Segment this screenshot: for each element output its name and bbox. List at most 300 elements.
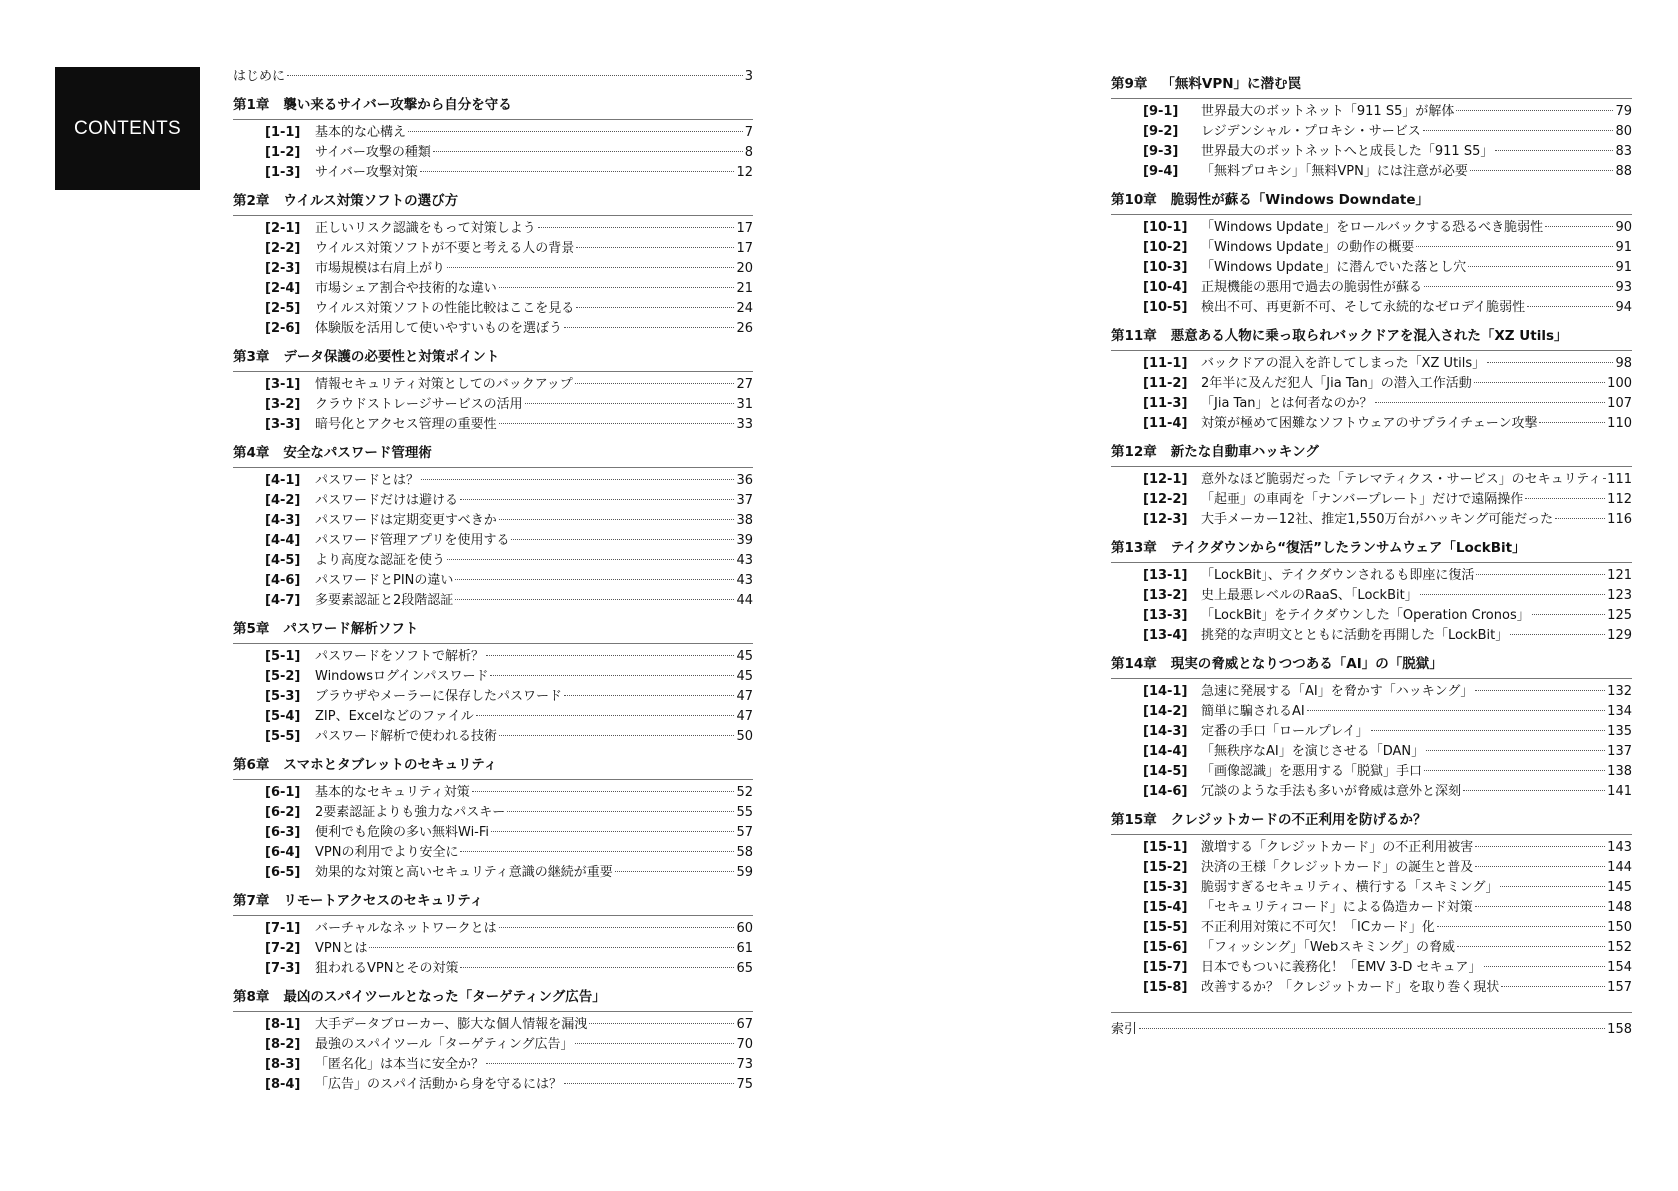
section-number: [3-2] xyxy=(265,397,301,412)
section-page: 90 xyxy=(1615,220,1632,235)
section-title: 簡単に騙されるAI xyxy=(1201,704,1305,719)
section-page: 36 xyxy=(736,473,753,488)
section-title: 「LockBit」、テイクダウンされるも即座に復活 xyxy=(1201,568,1475,583)
chapter-title[interactable] xyxy=(1111,808,1632,835)
section-entry[interactable] xyxy=(1143,702,1632,722)
section-title: 「画像認識」を悪用する「脱獄」手口 xyxy=(1201,764,1423,779)
leader-dots xyxy=(369,947,734,948)
section-entry[interactable] xyxy=(265,551,753,571)
section-title: パスワード解析で使われる技術 xyxy=(315,729,498,744)
chapter-number: 第9章 xyxy=(1111,76,1148,92)
leader-dots xyxy=(1474,382,1605,383)
chapter-title[interactable] xyxy=(233,441,753,468)
section-title: 体験版を活用して使いやすいものを選ぼう xyxy=(315,321,563,336)
chapter-title[interactable] xyxy=(1111,188,1632,215)
leader-dots xyxy=(507,811,734,812)
section-number: [4-1] xyxy=(265,473,301,488)
section-number: [1-1] xyxy=(265,125,301,140)
section-number: [14-1] xyxy=(1143,684,1188,699)
leader-dots xyxy=(499,927,735,928)
intro-entry[interactable] xyxy=(233,66,753,87)
section-page: 43 xyxy=(736,553,753,568)
section-list xyxy=(1111,354,1632,434)
leader-dots xyxy=(538,227,735,228)
leader-dots xyxy=(1307,710,1605,711)
section-entry[interactable] xyxy=(1143,142,1632,162)
section-title: Windowsログインパスワード xyxy=(315,669,489,684)
section-title: 激増する「クレジットカード」の不正利用被害 xyxy=(1201,840,1474,855)
section-entry[interactable] xyxy=(1143,958,1632,978)
chapter-number: 第2章 xyxy=(233,193,270,209)
section-page: 91 xyxy=(1615,260,1632,275)
section-entry[interactable] xyxy=(1143,858,1632,878)
section-entry[interactable] xyxy=(265,163,753,183)
section-number: [10-3] xyxy=(1143,260,1188,275)
section-number: [9-4] xyxy=(1143,164,1179,179)
section-entry[interactable] xyxy=(265,727,753,747)
section-page: 150 xyxy=(1607,920,1632,935)
leader-dots xyxy=(1423,130,1614,131)
section-page: 123 xyxy=(1607,588,1632,603)
section-number: [12-2] xyxy=(1143,492,1188,507)
section-title: 正しいリスク認識をもって対策しよう xyxy=(315,221,536,236)
section-page: 24 xyxy=(736,301,753,316)
section-entry[interactable] xyxy=(265,491,753,511)
section-number: [1-2] xyxy=(265,145,301,160)
section-number: [13-3] xyxy=(1143,608,1188,623)
section-title: 脆弱すぎるセキュリティ、横行する「スキミング」 xyxy=(1201,880,1499,895)
section-title: 不正利用対策に不可欠！「ICカード」化 xyxy=(1201,920,1435,935)
section-entry[interactable] xyxy=(1143,586,1632,606)
section-number: [14-4] xyxy=(1143,744,1188,759)
section-title: 検出不可、再更新不可、そして永続的なゼロデイ脆弱性 xyxy=(1201,300,1526,315)
section-title: 決済の王様「クレジットカード」の誕生と普及 xyxy=(1201,860,1474,875)
section-entry[interactable] xyxy=(1143,162,1632,182)
section-entry[interactable] xyxy=(265,843,753,863)
section-title: VPNとは xyxy=(315,941,368,956)
section-entry[interactable] xyxy=(265,531,753,551)
chapter-title[interactable] xyxy=(233,889,753,916)
section-entry[interactable] xyxy=(1143,490,1632,510)
section-number: [6-2] xyxy=(265,805,301,820)
chapter-number: 第14章 xyxy=(1111,656,1157,672)
section-page: 39 xyxy=(736,533,753,548)
section-title: パスワード管理アプリを使用する xyxy=(315,533,510,548)
section-page: 20 xyxy=(736,261,753,276)
section-number: [8-4] xyxy=(265,1077,301,1092)
leader-dots xyxy=(1545,226,1613,227)
section-entry[interactable] xyxy=(1143,374,1632,394)
section-number: [5-2] xyxy=(265,669,301,684)
section-number: [14-6] xyxy=(1143,784,1188,799)
section-list xyxy=(233,647,753,747)
chapter-title-text: スマホとタブレットのセキュリティ xyxy=(283,757,498,773)
leader-dots xyxy=(499,519,735,520)
chapter-number: 第3章 xyxy=(233,349,270,365)
section-list xyxy=(233,919,753,979)
section-entry[interactable] xyxy=(1143,606,1632,626)
section-page: 88 xyxy=(1615,164,1632,179)
section-entry[interactable] xyxy=(1143,470,1632,490)
leader-dots xyxy=(499,423,735,424)
section-entry[interactable] xyxy=(265,1055,753,1075)
section-title: バーチャルなネットワークとは xyxy=(315,921,497,936)
index-page: 158 xyxy=(1607,1022,1632,1037)
section-entry[interactable] xyxy=(1143,278,1632,298)
leader-dots xyxy=(1525,498,1605,499)
section-entry[interactable] xyxy=(1143,510,1632,530)
section-page: 137 xyxy=(1607,744,1632,759)
section-page: 144 xyxy=(1607,860,1632,875)
chapter-number: 第8章 xyxy=(233,989,270,1005)
section-entry[interactable] xyxy=(265,707,753,727)
section-title: パスワードとPINの違い xyxy=(315,573,454,588)
section-entry[interactable] xyxy=(265,803,753,823)
section-number: [2-4] xyxy=(265,281,301,296)
section-number: [6-1] xyxy=(265,785,301,800)
section-entry[interactable] xyxy=(1143,742,1632,762)
leader-dots xyxy=(472,791,735,792)
section-page: 145 xyxy=(1607,880,1632,895)
section-title: サイバー攻撃の種類 xyxy=(315,145,431,160)
section-list xyxy=(233,471,753,611)
section-page: 17 xyxy=(736,241,753,256)
section-entry[interactable] xyxy=(1143,898,1632,918)
leader-dots xyxy=(408,131,743,132)
section-entry[interactable] xyxy=(265,591,753,611)
section-entry[interactable] xyxy=(265,471,753,491)
leader-dots xyxy=(1495,150,1613,151)
section-entry[interactable] xyxy=(265,511,753,531)
section-number: [4-7] xyxy=(265,593,301,608)
chapter-title-text: 現実の脅威となりつつある「AI」の「脱獄」 xyxy=(1170,656,1443,672)
section-title: VPNの利用でより安全に xyxy=(315,845,459,860)
leader-dots xyxy=(455,599,734,600)
leader-dots xyxy=(1475,846,1605,847)
section-entry[interactable] xyxy=(265,1015,753,1035)
leader-dots xyxy=(1463,790,1605,791)
section-entry[interactable] xyxy=(265,415,753,435)
section-page: 37 xyxy=(736,493,753,508)
section-number: [9-2] xyxy=(1143,124,1179,139)
section-title: 世界最大のボットネット「911 S5」が解体 xyxy=(1201,104,1455,119)
section-page: 111 xyxy=(1607,472,1632,487)
section-title: 「Windows Update」に潜んでいた落とし穴 xyxy=(1201,260,1467,275)
leader-dots xyxy=(575,383,735,384)
section-entry[interactable] xyxy=(1143,722,1632,742)
section-entry[interactable] xyxy=(1143,394,1632,414)
section-number: [8-1] xyxy=(265,1017,301,1032)
section-entry[interactable] xyxy=(1143,782,1632,802)
section-entry[interactable] xyxy=(1143,762,1632,782)
section-page: 59 xyxy=(736,865,753,880)
section-entry[interactable] xyxy=(265,783,753,803)
section-entry[interactable] xyxy=(265,687,753,707)
section-entry[interactable] xyxy=(1143,354,1632,374)
section-title: 「広告」のスパイ活動から身を守るには？ xyxy=(315,1077,563,1092)
leader-dots xyxy=(1510,634,1605,635)
section-title: 意外なほど脆弱だった「テレマティクス・サービス」のセキュリティ xyxy=(1201,472,1602,487)
chapter xyxy=(1111,808,1632,998)
leader-dots xyxy=(486,655,734,656)
chapter-title[interactable] xyxy=(233,345,753,372)
section-page: 100 xyxy=(1607,376,1632,391)
section-entry[interactable] xyxy=(265,939,753,959)
section-entry[interactable] xyxy=(1143,218,1632,238)
leader-dots xyxy=(1555,518,1605,519)
leader-dots xyxy=(1470,170,1614,171)
section-entry[interactable] xyxy=(265,667,753,687)
section-entry[interactable] xyxy=(1143,938,1632,958)
section-number: [15-8] xyxy=(1143,980,1188,995)
chapter-title-text: 新たな自動車ハッキング xyxy=(1170,444,1319,460)
chapter-title[interactable] xyxy=(1111,652,1632,679)
section-number: [10-5] xyxy=(1143,300,1188,315)
section-entry[interactable] xyxy=(265,319,753,339)
section-page: 45 xyxy=(736,649,753,664)
section-entry[interactable] xyxy=(1143,838,1632,858)
section-page: 17 xyxy=(736,221,753,236)
chapter-title-text: 悪意ある人物に乗っ取られバックドアを混入された「XZ Utils」 xyxy=(1170,328,1568,344)
section-entry[interactable] xyxy=(1143,238,1632,258)
chapter-title[interactable] xyxy=(1111,72,1632,99)
section-number: [15-4] xyxy=(1143,900,1188,915)
section-number: [2-5] xyxy=(265,301,301,316)
section-entry[interactable] xyxy=(265,123,753,143)
section-entry[interactable] xyxy=(1143,682,1632,702)
section-title: 効果的な対策と高いセキュリティ意識の継続が重要 xyxy=(315,865,613,880)
section-title: 正規機能の悪用で過去の脆弱性が蘇る xyxy=(1201,280,1423,295)
section-list xyxy=(233,123,753,183)
section-number: [7-2] xyxy=(265,941,301,956)
leader-dots xyxy=(525,403,735,404)
section-entry[interactable] xyxy=(265,571,753,591)
chapter-number: 第6章 xyxy=(233,757,270,773)
leader-dots xyxy=(615,871,735,872)
chapter-title-text: 最凶のスパイツールとなった「ターゲティング広告」 xyxy=(283,989,606,1005)
section-title: パスワードは定期変更すべきか xyxy=(315,513,497,528)
section-title: 定番の手口「ロールプレイ」 xyxy=(1201,724,1369,739)
section-entry[interactable] xyxy=(1143,978,1632,998)
chapter-number: 第4章 xyxy=(233,445,270,461)
section-list xyxy=(1111,218,1632,318)
index-entry[interactable] xyxy=(1111,1012,1632,1040)
section-number: [12-1] xyxy=(1143,472,1188,487)
section-entry[interactable] xyxy=(265,919,753,939)
section-entry[interactable] xyxy=(265,1035,753,1055)
intro-page: 3 xyxy=(744,69,753,84)
section-entry[interactable] xyxy=(1143,122,1632,142)
section-page: 112 xyxy=(1607,492,1632,507)
leader-dots xyxy=(476,715,735,716)
chapter xyxy=(233,345,753,435)
section-entry[interactable] xyxy=(265,395,753,415)
section-entry[interactable] xyxy=(265,259,753,279)
section-page: 135 xyxy=(1607,724,1632,739)
leader-dots xyxy=(1424,286,1613,287)
section-page: 58 xyxy=(736,845,753,860)
section-page: 55 xyxy=(736,805,753,820)
leader-dots xyxy=(499,287,735,288)
section-page: 12 xyxy=(736,165,753,180)
chapter xyxy=(233,189,753,339)
leader-dots xyxy=(1139,1028,1605,1029)
section-number: [10-4] xyxy=(1143,280,1188,295)
section-entry[interactable] xyxy=(265,143,753,163)
chapter-title-text: 脆弱性が蘇る「Windows Downdate」 xyxy=(1170,192,1430,208)
section-entry[interactable] xyxy=(1143,626,1632,646)
section-title: 「LockBit」をテイクダウンした「Operation Cronos」 xyxy=(1201,608,1530,623)
chapter-title[interactable] xyxy=(1111,536,1632,563)
chapter-title[interactable] xyxy=(1111,324,1632,351)
section-entry[interactable] xyxy=(265,959,753,979)
chapter-title-text: クレジットカードの不正利用を防げるか？ xyxy=(1170,812,1427,828)
section-number: [4-6] xyxy=(265,573,301,588)
section-title: 「フィッシング」「Webスキミング」の脅威 xyxy=(1201,940,1455,955)
leader-dots xyxy=(1375,402,1606,403)
section-title: クラウドストレージサービスの活用 xyxy=(315,397,523,412)
chapter-title[interactable] xyxy=(233,93,753,120)
section-number: [4-3] xyxy=(265,513,301,528)
leader-dots xyxy=(490,675,734,676)
section-title: 急速に発展する「AI」を脅かす「ハッキング」 xyxy=(1201,684,1474,699)
leader-dots xyxy=(499,735,734,736)
leader-dots xyxy=(564,1083,734,1084)
chapter-title-text: 襲い来るサイバー攻撃から自分を守る xyxy=(283,97,512,113)
chapter-title[interactable] xyxy=(233,985,753,1012)
section-number: [4-4] xyxy=(265,533,301,548)
chapter xyxy=(1111,324,1632,434)
section-page: 148 xyxy=(1607,900,1632,915)
section-title: 「無料プロキシ」「無料VPN」には注意が必要 xyxy=(1201,164,1468,179)
section-title: 最強のスパイツール「ターゲティング広告」 xyxy=(315,1037,574,1052)
leader-dots xyxy=(1426,750,1605,751)
section-entry[interactable] xyxy=(265,823,753,843)
section-number: [15-6] xyxy=(1143,940,1188,955)
leader-dots xyxy=(589,1023,734,1024)
section-title: パスワードだけは避ける xyxy=(315,493,459,508)
section-page: 38 xyxy=(736,513,753,528)
section-number: [9-3] xyxy=(1143,144,1179,159)
section-page: 52 xyxy=(736,785,753,800)
chapter-title-text: リモートアクセスのセキュリティ xyxy=(283,893,484,909)
chapter-title-text: 「無料VPN」に潜む罠 xyxy=(1161,76,1302,92)
leader-dots xyxy=(447,267,734,268)
section-title: 多要素認証と2段階認証 xyxy=(315,593,454,608)
section-page: 45 xyxy=(736,669,753,684)
section-number: [8-3] xyxy=(265,1057,301,1072)
section-entry[interactable] xyxy=(1143,414,1632,434)
left-chapter-list xyxy=(233,93,753,1095)
section-page: 26 xyxy=(736,321,753,336)
section-entry[interactable] xyxy=(265,239,753,259)
section-entry[interactable] xyxy=(265,1075,753,1095)
leader-dots xyxy=(1527,306,1613,307)
left-column xyxy=(233,66,753,1097)
section-list xyxy=(233,1015,753,1095)
section-title: パスワードをソフトで解析？ xyxy=(315,649,485,664)
chapter xyxy=(233,985,753,1095)
section-title: 市場シェア割合や技術的な違い xyxy=(315,281,497,296)
section-page: 33 xyxy=(736,417,753,432)
section-page: 7 xyxy=(744,125,753,140)
section-entry[interactable] xyxy=(1143,878,1632,898)
section-page: 94 xyxy=(1615,300,1632,315)
section-number: [15-1] xyxy=(1143,840,1188,855)
section-number: [6-4] xyxy=(265,845,301,860)
section-number: [6-5] xyxy=(265,865,301,880)
section-number: [2-6] xyxy=(265,321,301,336)
leader-dots xyxy=(460,851,734,852)
section-page: 75 xyxy=(736,1077,753,1092)
leader-dots xyxy=(1603,478,1605,479)
section-page: 27 xyxy=(736,377,753,392)
section-page: 60 xyxy=(736,921,753,936)
section-entry[interactable] xyxy=(265,647,753,667)
section-number: [12-3] xyxy=(1143,512,1188,527)
chapter-title-text: ウイルス対策ソフトの選び方 xyxy=(283,193,459,209)
section-entry[interactable] xyxy=(265,279,753,299)
leader-dots xyxy=(575,1043,734,1044)
section-title: 基本的なセキュリティ対策 xyxy=(315,785,470,800)
section-number: [10-1] xyxy=(1143,220,1188,235)
chapter-title[interactable] xyxy=(1111,440,1632,467)
chapter-title[interactable] xyxy=(233,617,753,644)
section-entry[interactable] xyxy=(1143,258,1632,278)
section-number: [5-1] xyxy=(265,649,301,664)
leader-dots xyxy=(1500,886,1605,887)
section-number: [14-3] xyxy=(1143,724,1188,739)
leader-dots xyxy=(1475,906,1605,907)
leader-dots xyxy=(564,695,734,696)
leader-dots xyxy=(1371,730,1606,731)
section-entry[interactable] xyxy=(265,863,753,883)
chapter xyxy=(1111,652,1632,802)
section-number: [7-1] xyxy=(265,921,301,936)
section-number: [14-2] xyxy=(1143,704,1188,719)
section-page: 125 xyxy=(1607,608,1632,623)
section-entry[interactable] xyxy=(265,375,753,395)
section-entry[interactable] xyxy=(265,219,753,239)
chapter-title[interactable] xyxy=(233,189,753,216)
section-number: [15-7] xyxy=(1143,960,1188,975)
leader-dots xyxy=(511,539,734,540)
section-entry[interactable] xyxy=(1143,298,1632,318)
leader-dots xyxy=(564,327,734,328)
leader-dots xyxy=(1484,966,1606,967)
section-page: 154 xyxy=(1607,960,1632,975)
leader-dots xyxy=(1532,614,1605,615)
section-entry[interactable] xyxy=(1143,102,1632,122)
section-page: 121 xyxy=(1607,568,1632,583)
section-entry[interactable] xyxy=(1143,566,1632,586)
chapter-title[interactable] xyxy=(233,753,753,780)
section-title: 狙われるVPNとその対策 xyxy=(315,961,459,976)
section-entry[interactable] xyxy=(1143,918,1632,938)
chapter-number: 第11章 xyxy=(1111,328,1157,344)
section-title: 世界最大のボットネットへと成長した「911 S5」 xyxy=(1201,144,1494,159)
leader-dots xyxy=(1437,926,1605,927)
section-page: 47 xyxy=(736,709,753,724)
chapter-title-text: データ保護の必要性と対策ポイント xyxy=(283,349,500,365)
chapter-number: 第7章 xyxy=(233,893,270,909)
section-entry[interactable] xyxy=(265,299,753,319)
leader-dots xyxy=(1420,594,1605,595)
section-page: 31 xyxy=(736,397,753,412)
section-page: 129 xyxy=(1607,628,1632,643)
chapter-number: 第5章 xyxy=(233,621,270,637)
right-chapter-list xyxy=(1111,72,1632,998)
